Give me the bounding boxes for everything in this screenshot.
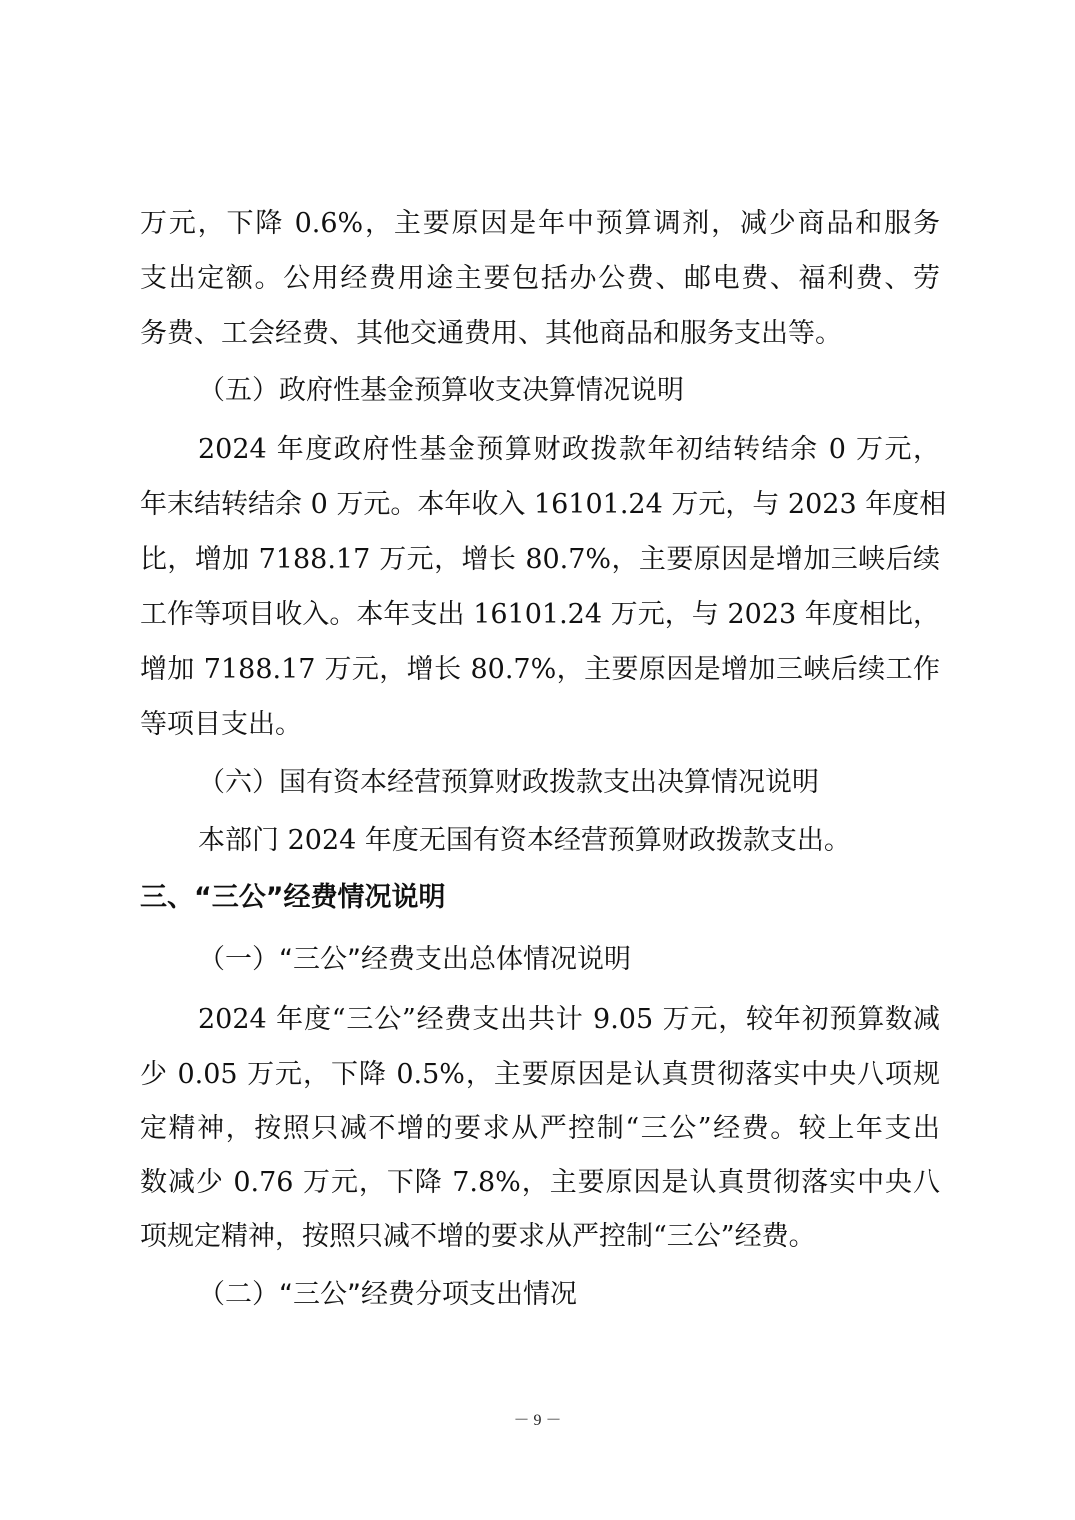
section-heading: （二）“三公”经费分项支出情况 — [198, 1279, 577, 1310]
paragraph-line: 等项目支出。 — [140, 709, 302, 740]
section-heading: （六）国有资本经营预算财政拨款支出决算情况说明 — [198, 767, 819, 798]
paragraph-line: 2024 年度“三公”经费支出共计 9.05 万元，较年初预算数减 — [198, 1004, 940, 1035]
paragraph-line: 本部门 2024 年度无国有资本经营预算财政拨款支出。 — [198, 825, 851, 856]
paragraph-line: 工作等项目收入。本年支出 16101.24 万元，与 2023 年度相比， — [140, 599, 940, 630]
paragraph-line: 数减少 0.76 万元，下降 7.8%，主要原因是认真贯彻落实中央八 — [140, 1167, 940, 1198]
section-heading: （五）政府性基金预算收支决算情况说明 — [198, 375, 684, 406]
section-heading: （一）“三公”经费支出总体情况说明 — [198, 944, 631, 975]
paragraph-line: 支出定额。公用经费用途主要包括办公费、邮电费、福利费、劳 — [140, 263, 940, 294]
paragraph-line: 增加 7188.17 万元，增长 80.7%，主要原因是增加三峡后续工作 — [140, 654, 940, 685]
paragraph-line: 少 0.05 万元，下降 0.5%，主要原因是认真贯彻落实中央八项规 — [140, 1059, 940, 1090]
paragraph-line: 年末结转结余 0 万元。本年收入 16101.24 万元，与 2023 年度相 — [140, 489, 947, 520]
paragraph-line: 万元，下降 0.6%，主要原因是年中预算调剂，减少商品和服务 — [140, 208, 940, 239]
paragraph-line: 2024 年度政府性基金预算财政拨款年初结转结余 0 万元， — [198, 434, 940, 465]
page-number: － 9 － — [513, 1412, 562, 1429]
chapter-heading: 三、“三公”经费情况说明 — [140, 882, 446, 913]
paragraph-line: 务费、工会经费、其他交通费用、其他商品和服务支出等。 — [140, 318, 842, 349]
paragraph-line: 项规定精神，按照只减不增的要求从严控制“三公”经费。 — [140, 1221, 816, 1252]
paragraph-line: 比，增加 7188.17 万元，增长 80.7%，主要原因是增加三峡后续 — [140, 544, 940, 575]
paragraph-line: 定精神，按照只减不增的要求从严控制“三公”经费。较上年支出 — [140, 1113, 940, 1144]
